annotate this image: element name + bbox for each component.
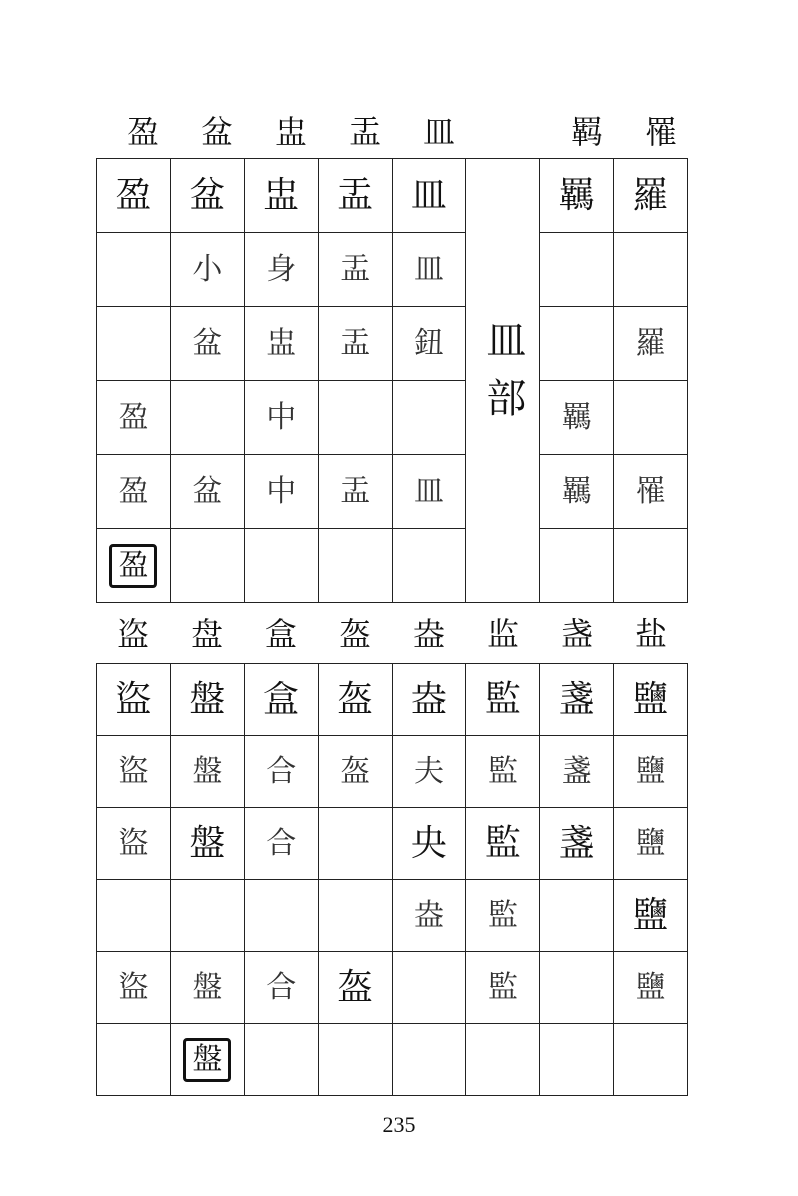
bottom-cell-1-5: 監 xyxy=(466,736,540,808)
seal-stamp: 盤 xyxy=(183,1038,231,1082)
top-header-0: 盈 xyxy=(126,113,159,151)
top-cell-0-4: 皿 xyxy=(392,159,466,233)
bottom-header-5: 监 xyxy=(486,615,519,653)
bottom-cell-3-6 xyxy=(540,880,614,952)
bottom-cell-1-4: 夫 xyxy=(392,736,466,808)
top-cell-3-7 xyxy=(614,381,688,455)
top-cell-4-1: 盆 xyxy=(170,455,244,529)
bottom-cell-2-3 xyxy=(318,808,392,880)
bottom-cell-4-4 xyxy=(392,952,466,1024)
bottom-cell-4-0: 盜 xyxy=(97,952,171,1024)
bottom-cell-0-7: 鹽 xyxy=(614,664,688,736)
bottom-cell-0-3: 盔 xyxy=(318,664,392,736)
top-cell-2-3: 盂 xyxy=(318,307,392,381)
bottom-header-1: 盘 xyxy=(190,615,223,653)
bottom-header-4: 盎 xyxy=(412,615,445,653)
page-number: 235 xyxy=(382,1112,416,1137)
bottom-cell-1-1: 盤 xyxy=(170,736,244,808)
bottom-cell-0-5: 監 xyxy=(466,664,540,736)
bottom-header-2: 盒 xyxy=(264,615,297,653)
bottom-cell-5-3 xyxy=(318,1024,392,1096)
top-grid xyxy=(96,158,688,603)
top-header-1: 盆 xyxy=(200,113,233,151)
bottom-cell-5-5 xyxy=(466,1024,540,1096)
bottom-cell-2-1: 盤 xyxy=(170,808,244,880)
bottom-header-7: 盐 xyxy=(634,615,667,653)
bottom-cell-3-1 xyxy=(170,880,244,952)
top-cell-2-6 xyxy=(540,307,614,381)
bottom-cell-1-3: 盔 xyxy=(318,736,392,808)
top-cell-5-2 xyxy=(244,529,318,603)
bottom-cell-4-2: 合 xyxy=(244,952,318,1024)
top-cell-1-4: 皿 xyxy=(392,233,466,307)
top-cell-2-2: 盅 xyxy=(244,307,318,381)
top-header-2: 盅 xyxy=(274,113,307,151)
top-cell-0-6: 羈 xyxy=(540,159,614,233)
bottom-cell-0-0: 盜 xyxy=(97,664,171,736)
bottom-cell-4-1: 盤 xyxy=(170,952,244,1024)
top-cell-3-1 xyxy=(170,381,244,455)
top-cell-3-4 xyxy=(392,381,466,455)
seal-stamp: 盈 xyxy=(109,544,157,588)
bottom-cell-2-6: 盞 xyxy=(540,808,614,880)
top-cell-5-4 xyxy=(392,529,466,603)
bottom-cell-2-7: 鹽 xyxy=(614,808,688,880)
top-cell-2-4: 鈕 xyxy=(392,307,466,381)
top-cell-3-3 xyxy=(318,381,392,455)
bottom-cell-2-4: 央 xyxy=(392,808,466,880)
bottom-cell-2-2: 合 xyxy=(244,808,318,880)
bottom-cell-5-0 xyxy=(97,1024,171,1096)
top-header-7: 罹 xyxy=(644,113,677,151)
bottom-header-3: 盔 xyxy=(338,615,371,653)
top-cell-5-6 xyxy=(540,529,614,603)
top-cell-4-0: 盈 xyxy=(97,455,171,529)
top-cell-2-0 xyxy=(97,307,171,381)
bottom-cell-3-2 xyxy=(244,880,318,952)
top-cell-3-2: 中 xyxy=(244,381,318,455)
top-cell-3-0: 盈 xyxy=(97,381,171,455)
top-cell-4-2: 中 xyxy=(244,455,318,529)
top-cell-0-1: 盆 xyxy=(170,159,244,233)
top-header-4: 皿 xyxy=(422,113,455,151)
top-cell-1-6 xyxy=(540,233,614,307)
top-cell-5-7 xyxy=(614,529,688,603)
bottom-cell-0-6: 盞 xyxy=(540,664,614,736)
top-seal-cell xyxy=(97,529,171,603)
top-cell-2-7: 羅 xyxy=(614,307,688,381)
radical-cell xyxy=(466,159,540,603)
bottom-cell-1-0: 盜 xyxy=(97,736,171,808)
bottom-cell-2-0: 盜 xyxy=(97,808,171,880)
top-cell-4-3: 盂 xyxy=(318,455,392,529)
top-cell-3-6: 羈 xyxy=(540,381,614,455)
bottom-seal-cell xyxy=(170,1024,244,1096)
bottom-header-6: 盏 xyxy=(560,615,593,653)
bottom-cell-5-4 xyxy=(392,1024,466,1096)
bottom-cell-4-5: 監 xyxy=(466,952,540,1024)
bottom-cell-4-7: 鹽 xyxy=(614,952,688,1024)
top-cell-0-0: 盈 xyxy=(97,159,171,233)
bottom-cell-3-0 xyxy=(97,880,171,952)
top-cell-0-7: 羅 xyxy=(614,159,688,233)
top-cell-1-2: 身 xyxy=(244,233,318,307)
bottom-cell-3-7: 鹽 xyxy=(614,880,688,952)
top-header-6: 羁 xyxy=(570,113,603,151)
top-cell-4-4: 皿 xyxy=(392,455,466,529)
radical-label: 皿部 xyxy=(479,319,526,435)
top-cell-1-1: 小 xyxy=(170,233,244,307)
bottom-cell-0-1: 盤 xyxy=(170,664,244,736)
bottom-cell-4-3: 盔 xyxy=(318,952,392,1024)
top-cell-2-1: 盆 xyxy=(170,307,244,381)
top-cell-4-6: 羈 xyxy=(540,455,614,529)
bottom-grid xyxy=(96,663,688,1096)
bottom-cell-2-5: 監 xyxy=(466,808,540,880)
bottom-cell-5-2 xyxy=(244,1024,318,1096)
bottom-cell-1-6: 盞 xyxy=(540,736,614,808)
bottom-cell-1-7: 鹽 xyxy=(614,736,688,808)
top-header-3: 盂 xyxy=(348,113,381,151)
bottom-header-0: 盗 xyxy=(116,615,149,653)
bottom-cell-3-4: 盎 xyxy=(392,880,466,952)
bottom-cell-5-6 xyxy=(540,1024,614,1096)
top-cell-1-7 xyxy=(614,233,688,307)
bottom-cell-5-7 xyxy=(614,1024,688,1096)
bottom-cell-0-2: 盒 xyxy=(244,664,318,736)
bottom-cell-4-6 xyxy=(540,952,614,1024)
bottom-cell-3-5: 監 xyxy=(466,880,540,952)
bottom-cell-1-2: 合 xyxy=(244,736,318,808)
top-cell-4-7: 罹 xyxy=(614,455,688,529)
bottom-cell-3-3 xyxy=(318,880,392,952)
top-cell-5-1 xyxy=(170,529,244,603)
top-cell-1-0 xyxy=(97,233,171,307)
bottom-cell-0-4: 盎 xyxy=(392,664,466,736)
top-cell-5-3 xyxy=(318,529,392,603)
top-cell-1-3: 盂 xyxy=(318,233,392,307)
top-cell-0-2: 盅 xyxy=(244,159,318,233)
top-cell-0-3: 盂 xyxy=(318,159,392,233)
